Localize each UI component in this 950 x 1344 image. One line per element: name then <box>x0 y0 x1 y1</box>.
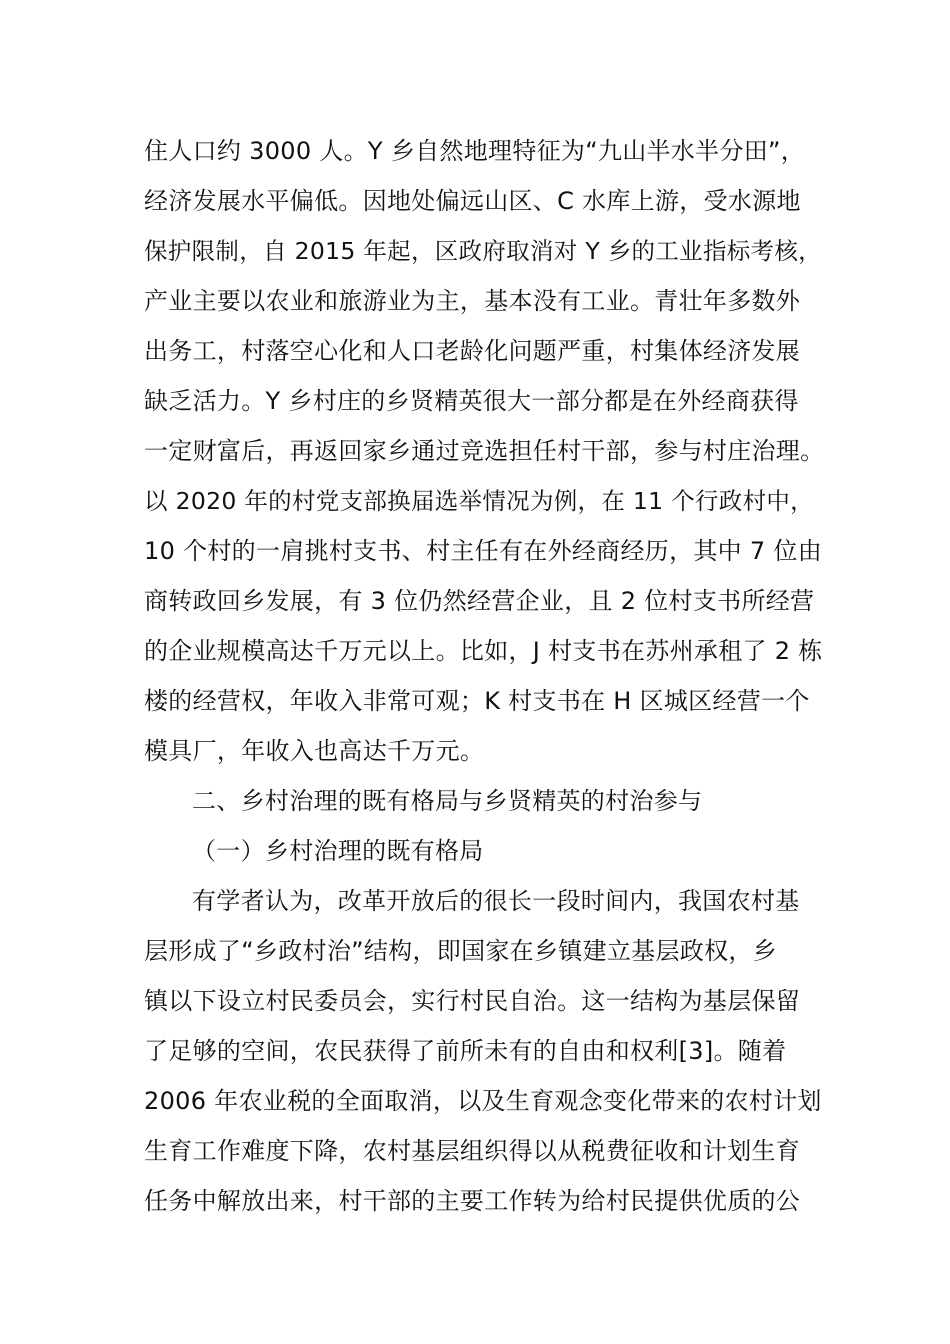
paragraph-line: 镇以下设立村民委员会，实行村民自治。这一结构为基层保留 <box>144 987 801 1015</box>
paragraph-line: 了足够的空间，农民获得了前所未有的自由和权利[3]。随着 <box>144 1037 787 1065</box>
paragraph-line: 模具厂，年收入也高达千万元。 <box>144 737 485 765</box>
paragraph-line: 一定财富后，再返回家乡通过竞选担任村干部，参与村庄治理。 <box>144 437 825 465</box>
paragraph-line: 经济发展水平偏低。因地处偏远山区、C 水库上游，受水源地 <box>144 187 801 215</box>
paragraph-line: 以 2020 年的村党支部换届选举情况为例，在 11 个行政村中， <box>144 487 814 515</box>
paragraph-line: 住人口约 3000 人。Y 乡自然地理特征为“九山半水半分田”， <box>144 137 806 165</box>
paragraph-line: 生育工作难度下降，农村基层组织得以从税费征收和计划生育 <box>144 1137 801 1165</box>
paragraph-line: 任务中解放出来，村干部的主要工作转为给村民提供优质的公 <box>144 1187 801 1215</box>
paragraph-line: 产业主要以农业和旅游业为主，基本没有工业。青壮年多数外 <box>144 287 801 315</box>
paragraph-line: 层形成了“乡政村治”结构，即国家在乡镇建立基层政权，乡 <box>144 937 777 965</box>
subsection-heading: （一）乡村治理的既有格局 <box>192 837 484 865</box>
paragraph-line: 10 个村的一肩挑村支书、村主任有在外经商经历，其中 7 位由 <box>144 537 822 565</box>
paragraph-line: 保护限制，自 2015 年起，区政府取消对 Y 乡的工业指标考核， <box>144 237 822 265</box>
paragraph-line: 商转政回乡发展，有 3 位仍然经营企业，且 2 位村支书所经营 <box>144 587 815 615</box>
section-heading: 二、乡村治理的既有格局与乡贤精英的村治参与 <box>192 787 703 815</box>
paragraph-line: 有学者认为，改革开放后的很长一段时间内，我国农村基 <box>192 887 800 915</box>
paragraph-line: 楼的经营权，年收入非常可观；K 村支书在 H 区城区经营一个 <box>144 687 810 715</box>
paragraph-line: 2006 年农业税的全面取消，以及生育观念变化带来的农村计划 <box>144 1087 822 1115</box>
paragraph-line: 出务工，村落空心化和人口老龄化问题严重，村集体经济发展 <box>144 337 801 365</box>
paragraph-line: 的企业规模高达千万元以上。比如，J 村支书在苏州承租了 2 栋 <box>144 637 823 665</box>
paragraph-line: 缺乏活力。Y 乡村庄的乡贤精英很大一部分都是在外经商获得 <box>144 387 799 415</box>
